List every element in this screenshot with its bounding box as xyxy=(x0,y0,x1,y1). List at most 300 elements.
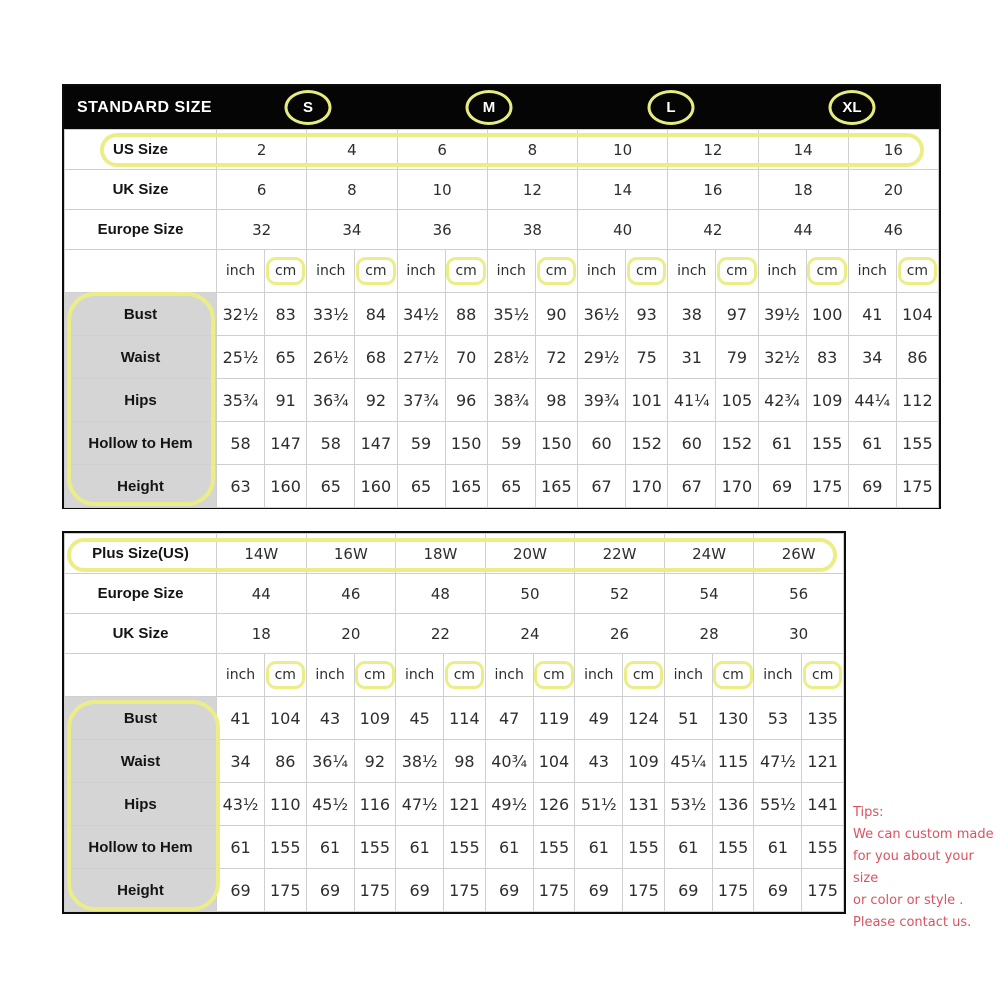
measure-cell: 44¼ xyxy=(848,379,896,422)
measure-cell: 32½ xyxy=(758,336,806,379)
tips-line: We can custom made xyxy=(853,827,994,842)
measure-cell: 69 xyxy=(306,869,354,912)
unit-cell xyxy=(533,654,575,697)
measure-cell: 60 xyxy=(668,422,716,465)
info-cell: 2 xyxy=(217,130,307,170)
measure-cell: 93 xyxy=(626,293,668,336)
cm-unit-highlight: cm xyxy=(717,257,756,285)
measure-cell: 25½ xyxy=(217,336,265,379)
unit-cell xyxy=(754,654,802,697)
measure-cell: 155 xyxy=(533,826,575,869)
info-cell: 46 xyxy=(848,210,938,250)
measure-cell: 109 xyxy=(806,379,848,422)
inch-unit-label: inch xyxy=(316,263,346,279)
measure-label: Height xyxy=(65,465,217,508)
measure-cell: 72 xyxy=(535,336,577,379)
measure-cell: 41¼ xyxy=(668,379,716,422)
plus-size-grid xyxy=(64,533,844,912)
info-cell: 38 xyxy=(487,210,577,250)
measure-cell: 29½ xyxy=(578,336,626,379)
measure-cell: 41 xyxy=(848,293,896,336)
measure-cell: 83 xyxy=(265,293,307,336)
unit-cell xyxy=(354,654,396,697)
measure-cell: 34 xyxy=(848,336,896,379)
measure-cell: 165 xyxy=(535,465,577,508)
measure-cell: 69 xyxy=(758,465,806,508)
info-cell: 20W xyxy=(485,534,575,574)
measure-cell: 175 xyxy=(623,869,665,912)
measure-cell: 86 xyxy=(896,336,938,379)
measure-cell: 35½ xyxy=(487,293,535,336)
unit-cell xyxy=(396,654,444,697)
measure-cell: 37¾ xyxy=(397,379,445,422)
cm-unit-highlight: cm xyxy=(446,257,485,285)
info-cell: 44 xyxy=(758,210,848,250)
measure-label: Bust xyxy=(65,293,217,336)
inch-unit-label: inch xyxy=(494,667,524,683)
inch-unit-label: inch xyxy=(225,263,256,279)
measure-cell: 39½ xyxy=(758,293,806,336)
measure-cell: 175 xyxy=(354,869,396,912)
size-badge-m: M xyxy=(466,90,513,125)
unit-cell xyxy=(802,654,844,697)
measure-cell: 155 xyxy=(802,826,844,869)
measure-cell: 105 xyxy=(716,379,758,422)
unit-cell xyxy=(445,250,487,293)
unit-cell xyxy=(664,654,712,697)
measure-cell: 152 xyxy=(626,422,668,465)
measure-cell: 31 xyxy=(668,336,716,379)
measure-cell: 104 xyxy=(533,740,575,783)
measure-cell: 110 xyxy=(265,783,307,826)
measure-cell: 69 xyxy=(485,869,533,912)
unit-cell xyxy=(355,250,397,293)
measure-cell: 175 xyxy=(802,869,844,912)
measure-cell: 61 xyxy=(848,422,896,465)
measure-cell: 60 xyxy=(578,422,626,465)
measure-cell: 121 xyxy=(444,783,486,826)
measure-cell: 36¾ xyxy=(307,379,355,422)
measure-cell: 141 xyxy=(802,783,844,826)
info-cell: 16W xyxy=(306,534,396,574)
unit-cell xyxy=(397,250,445,293)
measure-cell: 155 xyxy=(712,826,754,869)
inch-unit-label: inch xyxy=(857,263,887,279)
measure-cell: 69 xyxy=(217,869,265,912)
measure-cell: 175 xyxy=(533,869,575,912)
measure-cell: 35¾ xyxy=(217,379,265,422)
size-badge-l: L xyxy=(648,90,695,125)
table-row xyxy=(65,422,939,465)
measure-cell: 58 xyxy=(217,422,265,465)
table-row xyxy=(65,574,844,614)
inch-unit-label: inch xyxy=(406,263,436,279)
measure-label: Hollow to Hem xyxy=(65,826,217,869)
measure-cell: 96 xyxy=(445,379,487,422)
measure-cell: 59 xyxy=(487,422,535,465)
info-cell: 32 xyxy=(217,210,307,250)
unit-cell xyxy=(265,654,307,697)
measure-cell: 45½ xyxy=(306,783,354,826)
unit-cell xyxy=(806,250,848,293)
info-cell: 26 xyxy=(575,614,665,654)
measure-cell: 175 xyxy=(265,869,307,912)
standard-size-header xyxy=(64,86,939,129)
measure-cell: 92 xyxy=(355,379,397,422)
measure-cell: 160 xyxy=(265,465,307,508)
measure-cell: 115 xyxy=(712,740,754,783)
info-cell: 52 xyxy=(575,574,665,614)
info-cell: 14 xyxy=(578,170,668,210)
unit-cell xyxy=(265,250,307,293)
measure-cell: 98 xyxy=(535,379,577,422)
measure-cell: 65 xyxy=(397,465,445,508)
table-row xyxy=(65,740,844,783)
measure-cell: 45¼ xyxy=(664,740,712,783)
measure-cell: 47 xyxy=(485,697,533,740)
table-row xyxy=(65,465,939,508)
measure-cell: 61 xyxy=(396,826,444,869)
unit-cell xyxy=(848,250,896,293)
measure-cell: 83 xyxy=(806,336,848,379)
tips-title: Tips: xyxy=(853,805,884,820)
measure-cell: 43½ xyxy=(217,783,265,826)
measure-cell: 69 xyxy=(575,869,623,912)
measure-label: Waist xyxy=(65,740,217,783)
cm-unit-highlight: cm xyxy=(624,661,663,689)
info-cell: 20 xyxy=(848,170,938,210)
measure-cell: 97 xyxy=(716,293,758,336)
table-row xyxy=(65,379,939,422)
info-row-label: UK Size xyxy=(65,614,217,654)
unit-cell xyxy=(668,250,716,293)
measure-label: Hips xyxy=(65,783,217,826)
info-cell: 16 xyxy=(668,170,758,210)
info-cell: 20 xyxy=(306,614,396,654)
cm-unit-highlight: cm xyxy=(898,257,937,285)
measure-cell: 147 xyxy=(355,422,397,465)
table-row xyxy=(65,210,939,250)
measure-cell: 155 xyxy=(444,826,486,869)
unit-cell xyxy=(578,250,626,293)
measure-cell: 34½ xyxy=(397,293,445,336)
measure-cell: 130 xyxy=(712,697,754,740)
measure-cell: 155 xyxy=(623,826,665,869)
cm-unit-highlight: cm xyxy=(713,661,752,689)
measure-cell: 39¾ xyxy=(578,379,626,422)
measure-cell: 116 xyxy=(354,783,396,826)
measure-cell: 92 xyxy=(354,740,396,783)
table-row xyxy=(65,697,844,740)
measure-cell: 51½ xyxy=(575,783,623,826)
measure-cell: 170 xyxy=(626,465,668,508)
measure-cell: 152 xyxy=(716,422,758,465)
table-row xyxy=(65,869,844,912)
measure-cell: 75 xyxy=(626,336,668,379)
info-cell: 42 xyxy=(668,210,758,250)
cm-unit-highlight: cm xyxy=(355,661,394,689)
measure-cell: 61 xyxy=(485,826,533,869)
info-cell: 40 xyxy=(578,210,668,250)
measure-cell: 98 xyxy=(444,740,486,783)
measure-cell: 155 xyxy=(265,826,307,869)
tips-line: or color or style . xyxy=(853,893,964,908)
measure-cell: 61 xyxy=(754,826,802,869)
info-cell: 6 xyxy=(217,170,307,210)
measure-cell: 65 xyxy=(307,465,355,508)
measure-cell: 27½ xyxy=(397,336,445,379)
inch-unit-label: inch xyxy=(767,263,797,279)
measure-cell: 69 xyxy=(664,869,712,912)
measure-cell: 109 xyxy=(623,740,665,783)
inch-unit-label: inch xyxy=(496,263,526,279)
measure-cell: 49 xyxy=(575,697,623,740)
info-cell: 22W xyxy=(575,534,665,574)
info-row-label: Europe Size xyxy=(65,574,217,614)
measure-cell: 26½ xyxy=(307,336,355,379)
measure-cell: 155 xyxy=(354,826,396,869)
measure-cell: 61 xyxy=(306,826,354,869)
info-cell: 30 xyxy=(754,614,844,654)
unit-cell xyxy=(758,250,806,293)
measure-cell: 58 xyxy=(307,422,355,465)
unit-cell xyxy=(896,250,938,293)
measure-cell: 65 xyxy=(487,465,535,508)
measure-cell: 175 xyxy=(896,465,938,508)
measure-cell: 61 xyxy=(664,826,712,869)
measure-cell: 47½ xyxy=(396,783,444,826)
measure-cell: 175 xyxy=(444,869,486,912)
measure-cell: 135 xyxy=(802,697,844,740)
unit-row-spacer xyxy=(65,250,217,293)
info-cell: 10 xyxy=(578,130,668,170)
info-cell: 44 xyxy=(217,574,307,614)
unit-row-spacer xyxy=(65,654,217,697)
measure-cell: 91 xyxy=(265,379,307,422)
measure-cell: 38½ xyxy=(396,740,444,783)
measure-cell: 124 xyxy=(623,697,665,740)
measure-cell: 150 xyxy=(445,422,487,465)
measure-cell: 170 xyxy=(716,465,758,508)
measure-cell: 155 xyxy=(896,422,938,465)
tips-block xyxy=(853,802,1000,934)
standard-size-grid xyxy=(64,129,939,508)
cm-unit-highlight: cm xyxy=(627,257,666,285)
info-cell: 4 xyxy=(307,130,397,170)
measure-cell: 175 xyxy=(712,869,754,912)
measure-cell: 38¾ xyxy=(487,379,535,422)
info-row-label: Plus Size(US) xyxy=(65,534,217,574)
unit-cell xyxy=(535,250,577,293)
measure-cell: 104 xyxy=(265,697,307,740)
info-cell: 16 xyxy=(848,130,938,170)
info-cell: 48 xyxy=(396,574,486,614)
measure-label: Bust xyxy=(65,697,217,740)
cm-unit-highlight: cm xyxy=(266,661,305,689)
tips-line: for you about your size xyxy=(853,849,974,886)
measure-cell: 28½ xyxy=(487,336,535,379)
table-row xyxy=(65,336,939,379)
measure-cell: 131 xyxy=(623,783,665,826)
unit-cell xyxy=(487,250,535,293)
measure-cell: 160 xyxy=(355,465,397,508)
measure-cell: 114 xyxy=(444,697,486,740)
inch-unit-label: inch xyxy=(673,667,703,683)
info-cell: 18W xyxy=(396,534,486,574)
cm-unit-highlight: cm xyxy=(534,661,573,689)
measure-cell: 86 xyxy=(265,740,307,783)
measure-cell: 61 xyxy=(758,422,806,465)
measure-cell: 63 xyxy=(217,465,265,508)
plus-size-table xyxy=(62,531,846,914)
unit-cell xyxy=(485,654,533,697)
measure-cell: 121 xyxy=(802,740,844,783)
info-cell: 50 xyxy=(485,574,575,614)
measure-cell: 112 xyxy=(896,379,938,422)
measure-cell: 119 xyxy=(533,697,575,740)
measure-cell: 51 xyxy=(664,697,712,740)
measure-cell: 36¼ xyxy=(306,740,354,783)
size-badge-s: S xyxy=(285,90,332,125)
measure-cell: 109 xyxy=(354,697,396,740)
cm-unit-highlight: cm xyxy=(537,257,576,285)
cm-unit-highlight: cm xyxy=(807,257,846,285)
table-row xyxy=(65,826,844,869)
measure-cell: 65 xyxy=(265,336,307,379)
standard-size-table xyxy=(62,84,941,509)
unit-cell xyxy=(575,654,623,697)
measure-label: Hips xyxy=(65,379,217,422)
info-cell: 14W xyxy=(217,534,307,574)
measure-cell: 45 xyxy=(396,697,444,740)
info-row-label: Europe Size xyxy=(65,210,217,250)
info-cell: 18 xyxy=(217,614,307,654)
measure-cell: 67 xyxy=(578,465,626,508)
measure-cell: 100 xyxy=(806,293,848,336)
measure-cell: 38 xyxy=(668,293,716,336)
measure-cell: 69 xyxy=(396,869,444,912)
measure-cell: 70 xyxy=(445,336,487,379)
measure-cell: 42¾ xyxy=(758,379,806,422)
tips-line: Please contact us. xyxy=(853,915,972,930)
unit-cell xyxy=(712,654,754,697)
measure-cell: 104 xyxy=(896,293,938,336)
measure-cell: 175 xyxy=(806,465,848,508)
info-cell: 54 xyxy=(664,574,754,614)
table-row xyxy=(65,293,939,336)
table-row xyxy=(65,130,939,170)
unit-cell xyxy=(623,654,665,697)
measure-cell: 67 xyxy=(668,465,716,508)
measure-cell: 126 xyxy=(533,783,575,826)
measure-cell: 155 xyxy=(806,422,848,465)
measure-cell: 165 xyxy=(445,465,487,508)
measure-cell: 150 xyxy=(535,422,577,465)
unit-cell xyxy=(306,654,354,697)
info-cell: 10 xyxy=(397,170,487,210)
info-cell: 26W xyxy=(754,534,844,574)
measure-label: Hollow to Hem xyxy=(65,422,217,465)
info-cell: 12 xyxy=(668,130,758,170)
info-cell: 6 xyxy=(397,130,487,170)
measure-cell: 32½ xyxy=(217,293,265,336)
measure-cell: 101 xyxy=(626,379,668,422)
info-cell: 12 xyxy=(487,170,577,210)
measure-cell: 147 xyxy=(265,422,307,465)
unit-row xyxy=(65,250,939,293)
measure-cell: 68 xyxy=(355,336,397,379)
measure-cell: 47½ xyxy=(754,740,802,783)
cm-unit-highlight: cm xyxy=(445,661,484,689)
measure-cell: 43 xyxy=(575,740,623,783)
measure-cell: 61 xyxy=(217,826,265,869)
table-row xyxy=(65,170,939,210)
inch-unit-label: inch xyxy=(677,263,707,279)
measure-cell: 53 xyxy=(754,697,802,740)
inch-unit-label: inch xyxy=(315,667,345,683)
info-row-label: US Size xyxy=(65,130,217,170)
table-row xyxy=(65,783,844,826)
info-cell: 46 xyxy=(306,574,396,614)
measure-cell: 41 xyxy=(217,697,265,740)
info-cell: 8 xyxy=(307,170,397,210)
measure-label: Waist xyxy=(65,336,217,379)
inch-unit-label: inch xyxy=(586,263,617,279)
info-cell: 28 xyxy=(664,614,754,654)
inch-unit-label: inch xyxy=(763,667,793,683)
measure-cell: 136 xyxy=(712,783,754,826)
measure-cell: 88 xyxy=(445,293,487,336)
table-row xyxy=(65,614,844,654)
measure-cell: 55½ xyxy=(754,783,802,826)
info-cell: 8 xyxy=(487,130,577,170)
measure-cell: 90 xyxy=(535,293,577,336)
info-cell: 18 xyxy=(758,170,848,210)
info-cell: 34 xyxy=(307,210,397,250)
unit-cell xyxy=(626,250,668,293)
measure-cell: 84 xyxy=(355,293,397,336)
unit-cell xyxy=(217,250,265,293)
cm-unit-highlight: cm xyxy=(803,661,842,689)
size-badge-xl: XL xyxy=(829,90,876,125)
measure-cell: 49½ xyxy=(485,783,533,826)
measure-cell: 43 xyxy=(306,697,354,740)
inch-unit-label: inch xyxy=(584,667,614,683)
info-cell: 36 xyxy=(397,210,487,250)
measure-cell: 53½ xyxy=(664,783,712,826)
info-row-label: UK Size xyxy=(65,170,217,210)
measure-cell: 79 xyxy=(716,336,758,379)
info-cell: 24W xyxy=(664,534,754,574)
info-cell: 56 xyxy=(754,574,844,614)
measure-cell: 36½ xyxy=(578,293,626,336)
measure-cell: 69 xyxy=(848,465,896,508)
measure-label: Height xyxy=(65,869,217,912)
info-cell: 22 xyxy=(396,614,486,654)
unit-cell xyxy=(307,250,355,293)
table-row xyxy=(65,534,844,574)
cm-unit-highlight: cm xyxy=(266,257,305,285)
unit-cell xyxy=(217,654,265,697)
measure-cell: 61 xyxy=(575,826,623,869)
standard-size-title: STANDARD SIZE xyxy=(77,98,213,116)
measure-cell: 40¾ xyxy=(485,740,533,783)
inch-unit-label: inch xyxy=(225,667,256,683)
cm-unit-highlight: cm xyxy=(356,257,395,285)
info-cell: 14 xyxy=(758,130,848,170)
unit-cell xyxy=(716,250,758,293)
unit-row xyxy=(65,654,844,697)
